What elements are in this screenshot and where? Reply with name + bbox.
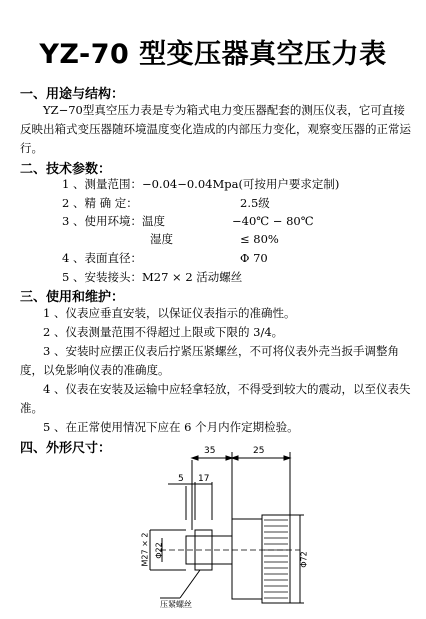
maintenance-item-4: 4 、仪表在安装及运输中应轻拿轻放，不得受到较大的震动，以至仪表失准。 <box>20 382 411 415</box>
dim-phi72-label: Φ72 <box>299 551 309 568</box>
spec-item-connector: 5 、安装接头：M27 × 2 活动螺丝 <box>62 270 243 284</box>
section-1-text: YZ−70型真空压力表是专为箱式电力变压器配套的测压仪表，它可直接反映出箱式变压器随环境温度变化造成的内部压力变化，观察变压器的正常运行。 <box>20 103 411 155</box>
spec-item-diameter: 4 、表面直径： <box>62 251 142 265</box>
dim-thread-label: M27 × 2 <box>140 532 150 567</box>
spec-item-range: 1 、测量范围：−0.04−0.04Mpa(可按用户要求定制) <box>62 177 340 191</box>
callout-clamp-screw: 压紧螺丝 <box>160 600 192 609</box>
maintenance-item-5: 5 、在正常使用情况下应在 6 个月内作定期检验。 <box>43 420 299 434</box>
spec-item-environment: 3 、使用环境：温度 <box>62 214 165 228</box>
spec-diameter-value: Φ 70 <box>240 251 268 265</box>
spec-item-accuracy: 2 、精 确 定： <box>62 196 138 210</box>
maintenance-item-1: 1 、仪表应垂直安装，以保证仪表指示的准确性。 <box>43 306 296 320</box>
spec-accuracy-value: 2.5级 <box>240 196 270 210</box>
section-1-heading: 一、用途与结构： <box>20 87 125 102</box>
section-4-heading: 四、外形尺寸： <box>20 441 112 456</box>
spec-humidity-value: ≤ 80% <box>240 232 279 246</box>
page-title: YZ-70 型变压器真空压力表 <box>39 39 387 70</box>
dim-17-label: 17 <box>198 474 210 484</box>
dim-phi22-label: Φ22 <box>154 542 164 559</box>
dim-5-label: 5 <box>178 474 184 484</box>
section-2-heading: 二、技术参数： <box>20 162 112 177</box>
section-3-heading: 三、使用和维护： <box>20 290 125 305</box>
spec-humidity-label: 湿度 <box>150 232 173 246</box>
dim-35-label: 35 <box>204 446 216 456</box>
dim-25-label: 25 <box>253 446 265 456</box>
spec-temp-value: −40℃ − 80℃ <box>232 214 314 228</box>
maintenance-item-2: 2 、仪表测量范围不得超过上限或下限的 3/4。 <box>43 325 284 339</box>
maintenance-item-3: 3 、安装时应摆正仪表后拧紧压紧螺丝，不可将仪表外壳当扳手调整角度，以免影响仪表的准确度。 <box>20 344 399 377</box>
